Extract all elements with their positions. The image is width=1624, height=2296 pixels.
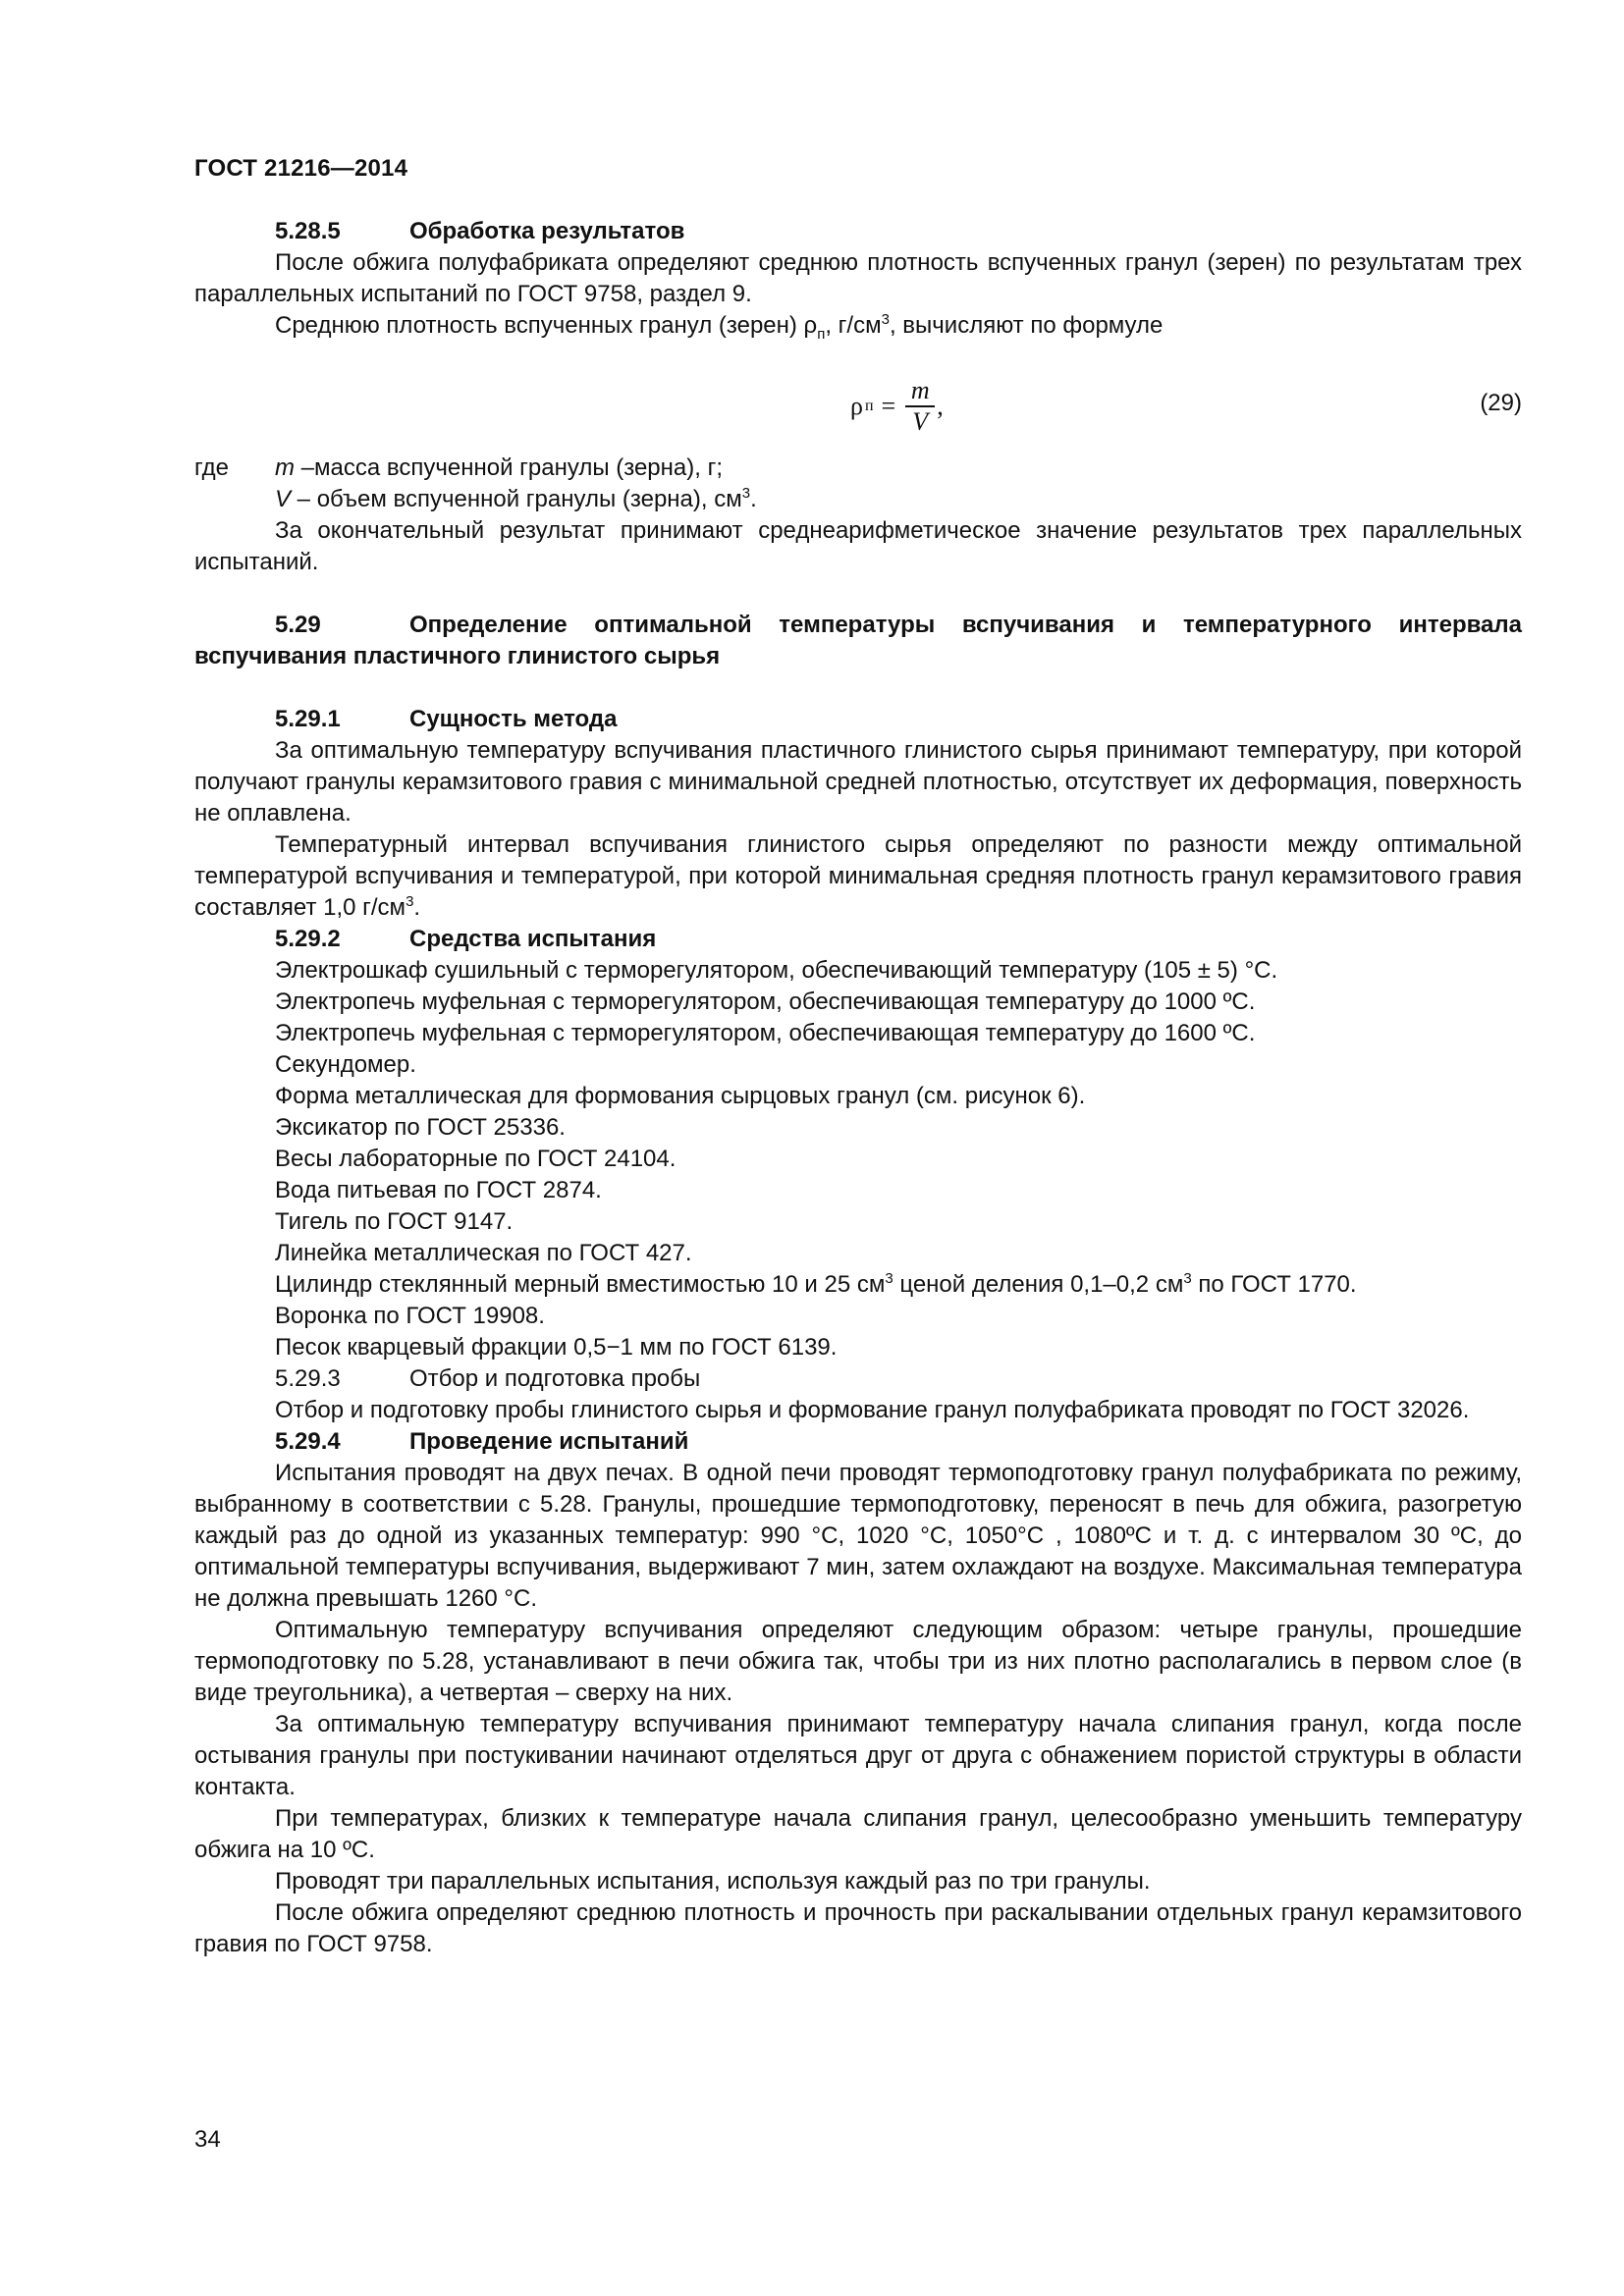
document-header: ГОСТ 21216—2014 [194,155,408,182]
superscript: 3 [885,1269,893,1287]
list-item: Линейка металлическая по ГОСТ 427. [275,1239,692,1266]
where-block [194,453,1522,515]
list-item: Электропечь муфельная с терморегулятором, обеспечивающая температуру до 1000 ºС. [275,988,1256,1015]
section-heading-5-29-1 [194,704,1522,735]
text-run: Температурный интервал вспучивания глинистого сырья определяют по разности между оптимальной температурой вспучивания и температурой, при которой минимальная средняя плотность гранул керамзитового гравия составляет 1,0 г/см [194,830,1522,921]
formula-equals: = [881,391,896,420]
paragraph: Отбор и подготовку пробы глинистого сырья и формование гранул полуфабриката проводят по ГОСТ 32026. [275,1396,1470,1423]
paragraph: За оптимальную температуру вспучивания принимают температуру начала слипания гранул, когда после остывания гранулы при постукивании начинают отделяться друг от друга с обнажением пористой структуры в области контакта. [194,1710,1522,1800]
formula-comma: , [937,391,944,420]
page-number: 34 [194,2126,221,2153]
formula-fraction [905,376,935,437]
subscript: п [817,325,826,343]
list-item: Песок кварцевый фракции 0,5−1 мм по ГОСТ 6139. [275,1333,838,1361]
section-title: Проведение испытаний [409,1427,689,1455]
list-item: Вода питьевая по ГОСТ 2874. [275,1176,602,1203]
text-run: ценой деления 0,1–0,2 см [893,1270,1184,1298]
text-run: по ГОСТ 1770. [1191,1270,1357,1298]
where-item-m [194,453,1522,484]
superscript: 3 [741,484,751,502]
formula-numerator: m [910,376,930,405]
section-heading-5-29-2 [194,924,1522,955]
variable: m [275,454,295,481]
where-label: где [194,454,230,481]
section-number: 5.29 [275,611,321,638]
section-heading-5-28-5 [194,216,1522,247]
where-item-v [194,484,1522,515]
paragraph: За окончательный результат принимают среднеарифметическое значение результатов трех параллельных испытаний. [194,516,1522,575]
section-number: 5.29.3 [275,1364,341,1392]
text-run: , вычисляют по формуле [889,312,1164,339]
paragraph: Оптимальную температуру вспучивания определяют следующим образом: четыре гранулы, прошедшие термоподготовку по 5.28, устанавливают в печи обжига так, чтобы три из них плотно располагались в первом слое (в виде треугольника), а четвертая – сверху на них. [194,1616,1522,1706]
section-number: 5.28.5 [275,218,341,244]
section-heading-5-29-3 [194,1363,1522,1395]
text-run: – объем вспученной гранулы (зерна), см [291,485,742,512]
formula-29 [194,368,1522,445]
list-item: Весы лабораторные по ГОСТ 24104. [275,1145,677,1172]
section-heading-5-29-4 [194,1426,1522,1458]
list-item: Воронка по ГОСТ 19908. [275,1302,545,1329]
list-item-cylinder [194,1269,1522,1301]
formula-number: (29) [1480,389,1522,416]
paragraph: Проводят три параллельных испытания, используя каждый раз по три гранулы. [275,1867,1151,1895]
text-run: Цилиндр стеклянный мерный вместимостью 10 и 25 см [275,1270,886,1298]
section-title: Сущность метода [409,705,618,732]
text-run: Среднюю плотность вспученных гранул (зерен) ρ [275,312,818,339]
superscript: 3 [1183,1269,1192,1287]
superscript: 3 [881,311,890,328]
section-number: 5.29.4 [275,1427,341,1455]
list-item: Электрошкаф сушильный с терморегулятором, обеспечивающий температуру (105 ± 5) °С. [275,956,1278,984]
paragraph: После обжига полуфабриката определяют среднюю плотность вспученных гранул (зерен) по результатам трех параллельных испытаний по ГОСТ 9758, раздел 9. [194,249,1522,307]
text-run: , г/см [825,312,882,339]
variable: V [275,485,292,512]
list-item: Секундомер. [275,1050,416,1078]
text-run: . [750,485,757,512]
paragraph [194,829,1522,924]
section-title: Средства испытания [409,925,657,952]
paragraph: Испытания проводят на двух печах. В одной печи проводят термоподготовку гранул полуфабриката по режиму, выбранному в соответствии с 5.28. Гранулы, прошедшие термоподготовку, переносят в печь для обжига, разогретую каждый раз до одной из указанных температур: 990 °С, 1020 °С, 1050°С , 1080ºС и т. д. с интервалом 30 ºС, до оптимальной температуры вспучивания, выдерживают 7 мин, затем охлаждают на воздухе. Максимальная температура не должна превышать 1260 °С. [194,1459,1522,1612]
formula-lhs: ρ [850,391,863,420]
paragraph-density-formula-intro [194,310,1522,350]
list-item: Форма металлическая для формования сырцовых гранул (см. рисунок 6). [275,1082,1086,1109]
text-run: . [413,893,421,921]
list-item: Электропечь муфельная с терморегулятором, обеспечивающая температуру до 1600 ºС. [275,1019,1256,1046]
paragraph: После обжига определяют среднюю плотность и прочность при раскалывании отдельных гранул керамзитового гравия по ГОСТ 9758. [194,1898,1522,1957]
formula-denominator: V [912,406,929,436]
list-item: Эксикатор по ГОСТ 25336. [275,1113,566,1141]
formula-expression [850,368,944,445]
superscript: 3 [406,892,414,910]
section-title: Отбор и подготовка пробы [409,1364,701,1392]
text-run: –масса вспученной гранулы (зерна), г; [295,454,724,481]
paragraph: При температурах, близких к температуре начала слипания гранул, целесообразно уменьшить температуру обжига на 10 ºС. [194,1804,1522,1863]
list-item: Тигель по ГОСТ 9147. [275,1207,514,1235]
paragraph: За оптимальную температуру вспучивания пластичного глинистого сырья принимают температуру, при которой получают гранулы керамзитового гравия с минимальной средней плотностью, отсутствует их деформация, поверхность не оплавлена. [194,736,1522,827]
section-title: Обработка результатов [409,218,685,244]
formula-lhs-subscript: п [864,397,874,414]
section-number: 5.29.2 [275,925,341,952]
section-heading-5-29 [194,610,1522,672]
document-body [194,216,1522,1960]
section-title: Определение оптимальной температуры вспучивания и температурного интервала вспучивания пластичного глинистого сырья [194,611,1522,669]
section-number: 5.29.1 [275,705,341,732]
